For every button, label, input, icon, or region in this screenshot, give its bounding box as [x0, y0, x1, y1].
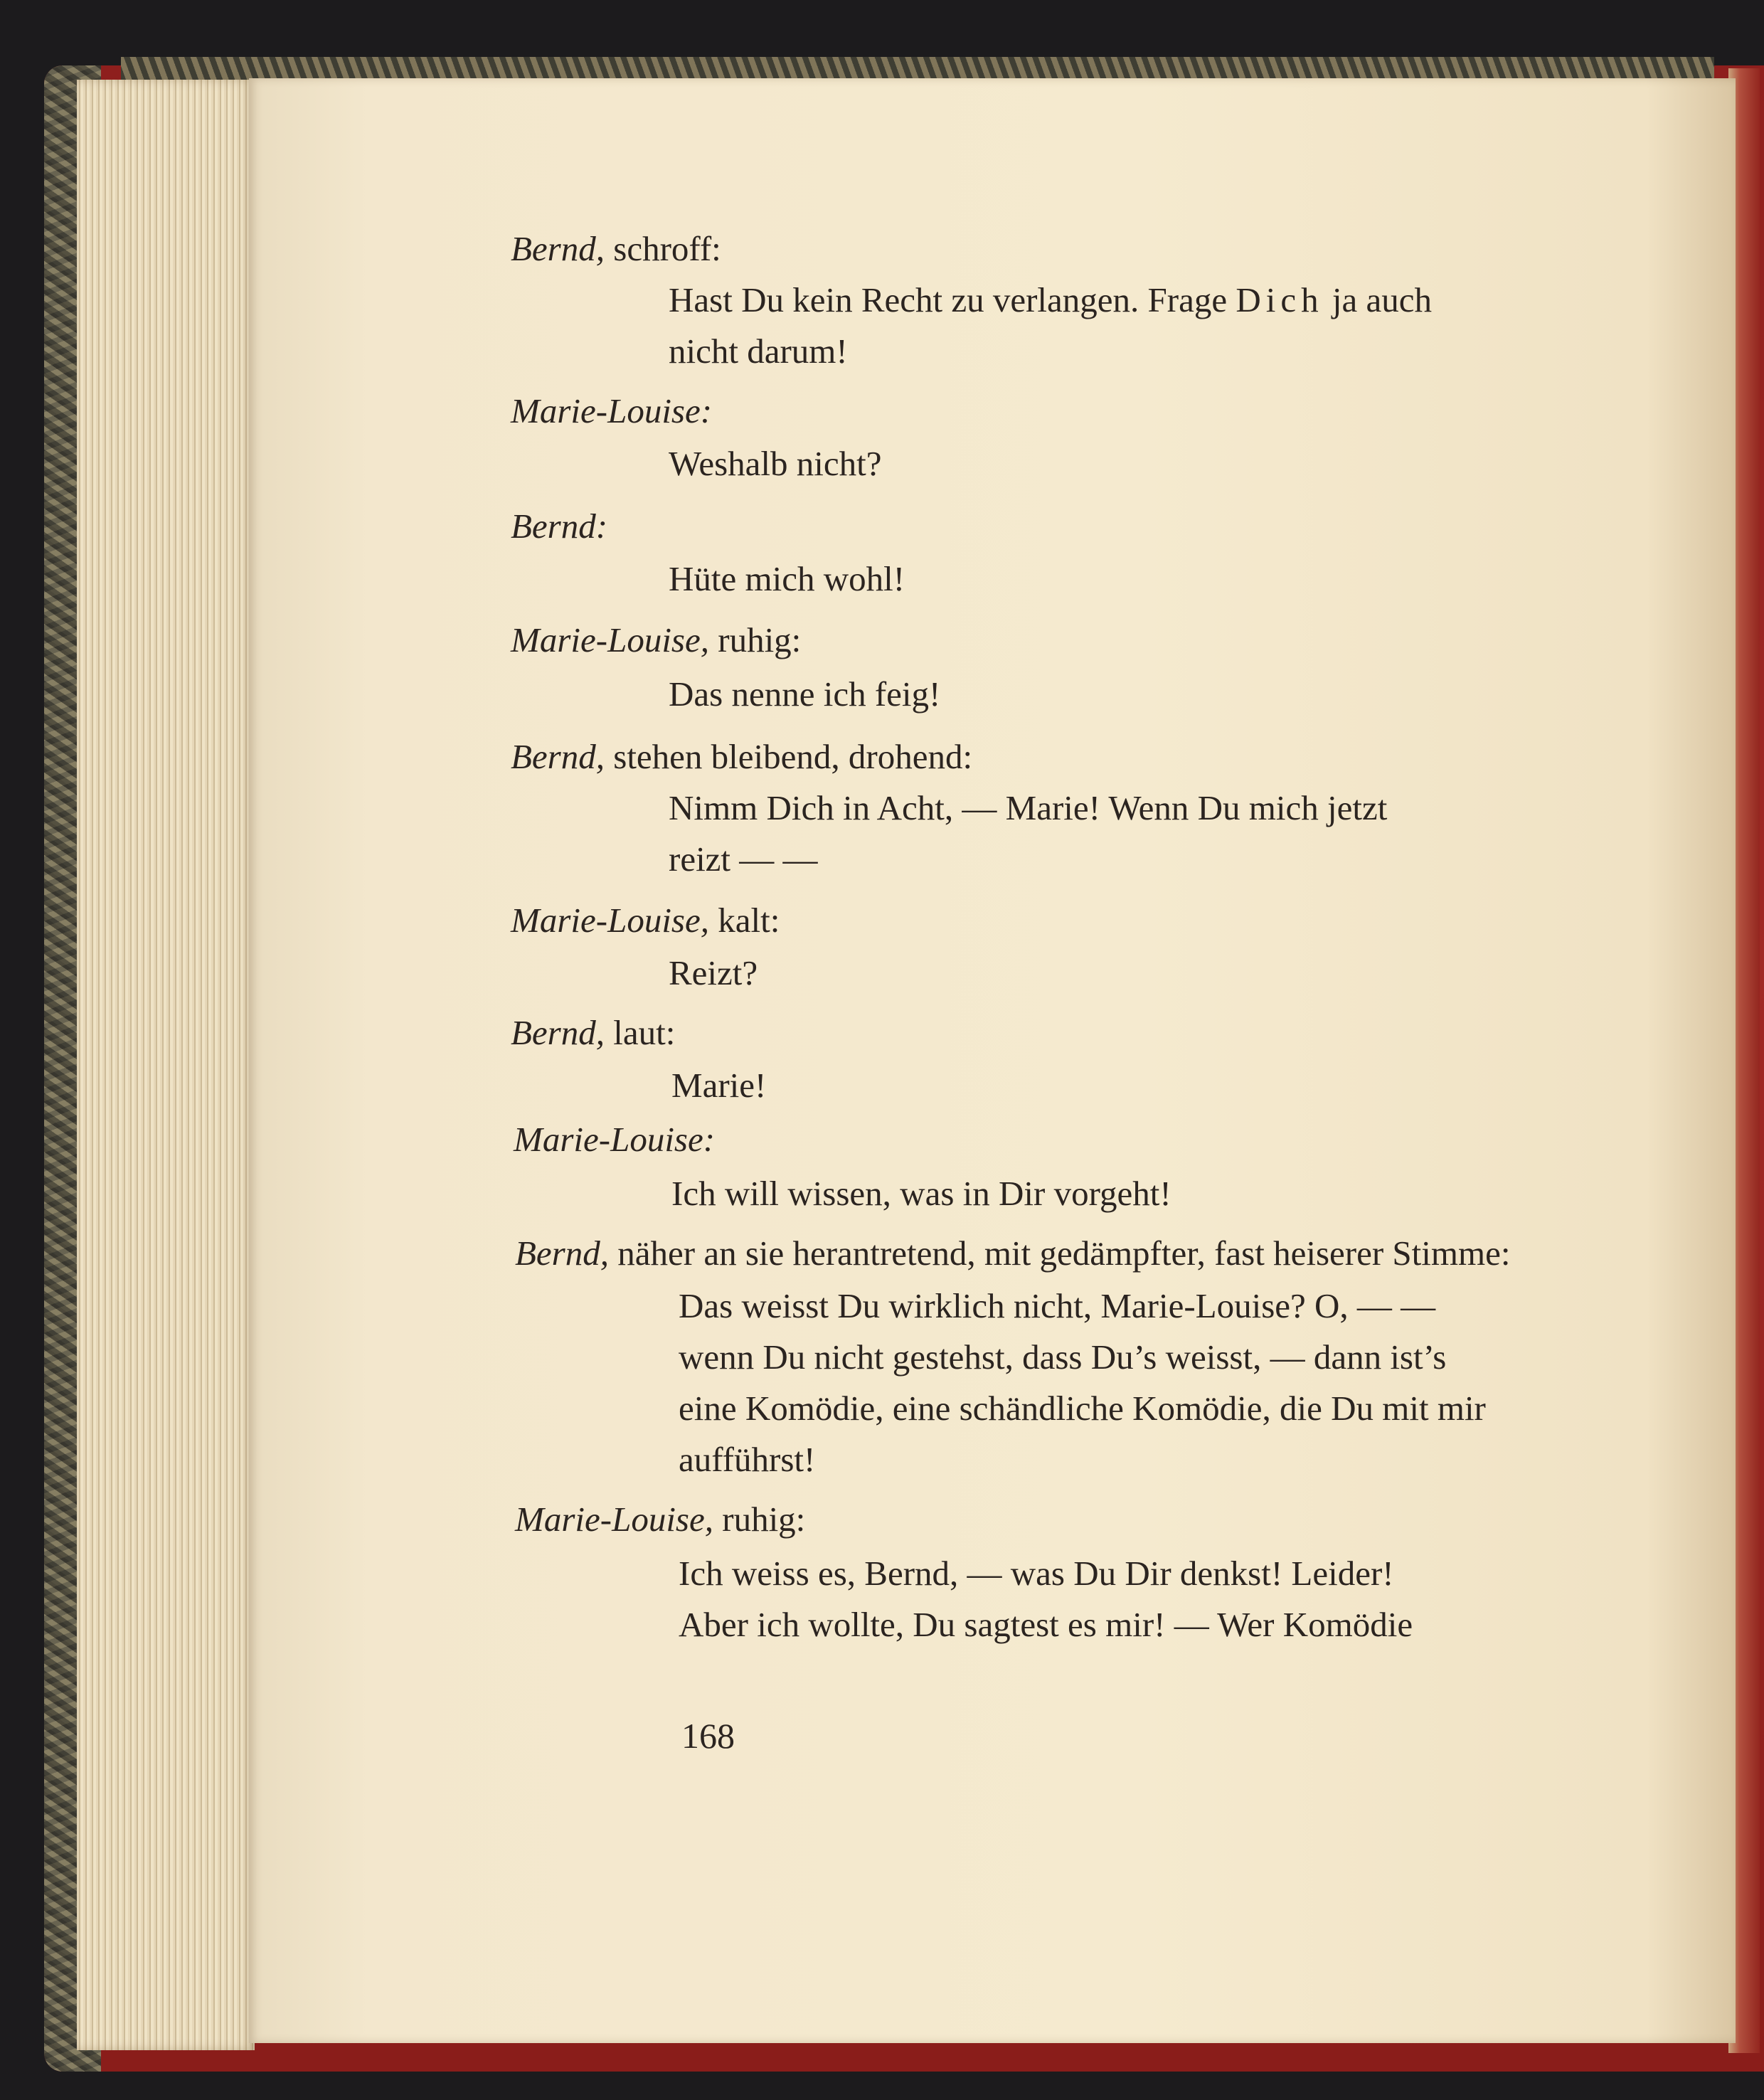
stage-direction: schroff: — [613, 229, 721, 268]
speech-line: Ich will wissen, was in Dir vorgeht! — [671, 1174, 1171, 1213]
speech-line — [669, 277, 1602, 323]
page-text — [249, 78, 1736, 2043]
speaker-name: Bernd, — [515, 1234, 609, 1273]
speech-header — [511, 388, 712, 434]
speaker-name: Marie-Louise: — [514, 1120, 716, 1159]
speech-header — [511, 504, 607, 549]
page-block-edge — [77, 80, 255, 2050]
speech-header — [511, 898, 780, 943]
speech-line: Weshalb nicht? — [669, 444, 882, 483]
speech-line: eine Komödie, eine schändliche Komödie, die Du mit mir — [679, 1389, 1486, 1428]
speech-line: Das nenne ich feig! — [669, 674, 941, 714]
speaker-name: Marie-Louise: — [511, 391, 713, 430]
speaker-name: Marie-Louise, — [511, 901, 709, 940]
stage-direction: laut: — [613, 1013, 676, 1052]
speech-header — [511, 617, 801, 663]
speech-header — [515, 1231, 1510, 1276]
stage-direction: stehen bleibend, drohend: — [613, 737, 973, 776]
speech-line: Marie! — [671, 1066, 767, 1105]
emphasized-word: Dich — [1236, 280, 1324, 319]
stage-direction: näher an sie herantretend, mit gedämpfter, fast heiserer Stimme: — [617, 1234, 1511, 1273]
speaker-name: Bernd, — [511, 737, 605, 776]
stage-direction: kalt: — [718, 901, 780, 940]
speech-header — [511, 1010, 675, 1056]
speech-line: Aber ich wollte, Du sagtest es mir! — Wer Komödie — [679, 1605, 1413, 1644]
speech-line: Reizt? — [669, 953, 758, 992]
speech-text — [669, 277, 1432, 323]
speaker-name: Bernd, — [511, 1013, 605, 1052]
speech-line: Das weisst Du wirklich nicht, Marie-Louise? O, — — — [679, 1286, 1436, 1325]
speaker-name: Bernd, — [511, 229, 605, 268]
book-page — [249, 78, 1736, 2043]
speech-header — [514, 1117, 715, 1162]
speech-line: aufführst! — [679, 1440, 816, 1479]
speech-header — [515, 1497, 805, 1542]
speech-text-part: ja auch — [1323, 280, 1432, 319]
speaker-name: Marie-Louise, — [511, 620, 709, 659]
speech-line: Ich weiss es, Bernd, — was Du Dir denkst! Leider! — [679, 1554, 1394, 1593]
speaker-name: Bernd: — [511, 507, 608, 546]
speech-line: reizt — — — [669, 839, 818, 879]
speech-line: Hüte mich wohl! — [669, 559, 905, 598]
speaker-name: Marie-Louise, — [515, 1500, 713, 1539]
speech-line: wenn Du nicht gestehst, dass Du’s weisst, — dann ist’s — [679, 1337, 1447, 1377]
speech-text-part: Hast Du kein Recht zu verlangen. Frage — [669, 280, 1236, 319]
page-number: 168 — [681, 1716, 735, 1756]
speech-line: Nimm Dich in Acht, — Marie! Wenn Du mich jetzt — [669, 788, 1388, 827]
speech-header — [511, 226, 721, 272]
stage-direction: ruhig: — [722, 1500, 806, 1539]
speech-line: nicht darum! — [669, 332, 848, 371]
speech-header — [511, 734, 972, 780]
stage-direction: ruhig: — [718, 620, 802, 659]
